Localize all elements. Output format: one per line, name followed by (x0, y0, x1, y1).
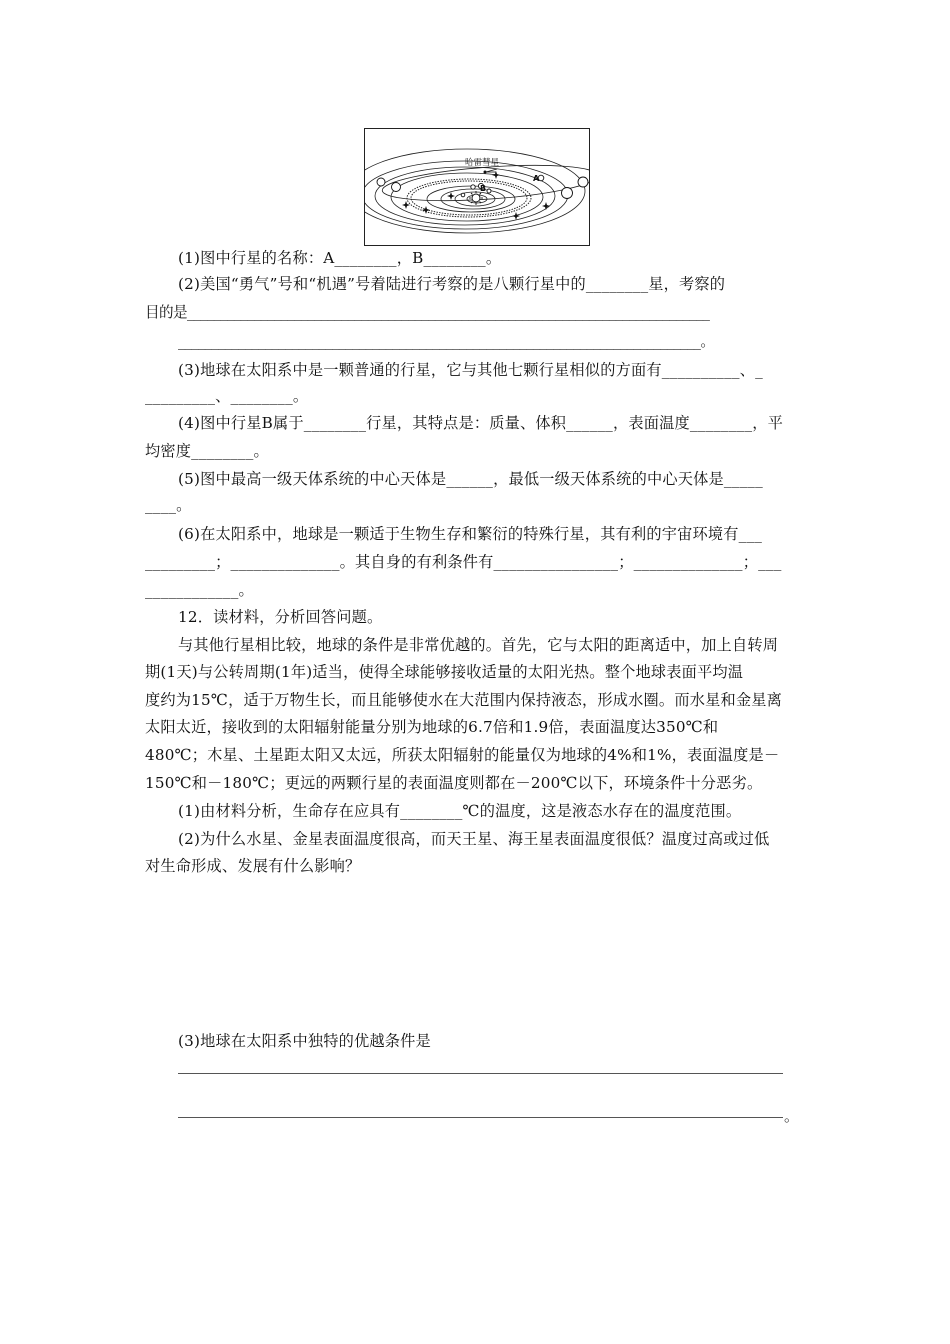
solar-system-figure (364, 128, 590, 246)
planet-a-label: A (533, 174, 540, 183)
q11-part6-line3: ____________。 (145, 581, 254, 599)
answer-line-2[interactable] (178, 1117, 783, 1118)
solar-system-diagram (365, 129, 589, 245)
q11-part2-line2: 目的是______________________________________________________________________________ (145, 304, 710, 321)
q12-para-line4: 太阳太近，接收到的太阳辐射能量分别为地球的6.7倍和1.9倍，表面温度达350℃和 (145, 718, 719, 736)
comet-label: 哈雷彗星 (465, 158, 500, 168)
q12-para-line3: 度约为15℃，适于万物生长，而且能够使水在大范围内保持液态，形成水圈。而水星和金星离 (145, 691, 783, 709)
planet-b-label: B (480, 184, 487, 193)
answer-line-1[interactable] (178, 1073, 783, 1074)
q12-sub2-line1: (2)为什么水星、金星表面温度很高，而天王星、海王星表面温度很低？温度过高或过低 (178, 830, 770, 848)
q11-part2-line3: ______________________________________________________________________________。 (178, 333, 715, 350)
q12-sub3: (3)地球在太阳系中独特的优越条件是 (178, 1032, 431, 1050)
q11-part3-line1: (3)地球在太阳系中是一颗普通的行星，它与其他七颗行星相似的方面有__________、_ (178, 361, 763, 379)
q11-part2-line1: (2)美国“勇气”号和“机遇”号着陆进行考察的是八颗行星中的________星，考察的 (178, 275, 726, 293)
q11-part6-line1: (6)在太阳系中，地球是一颗适于生物生存和繁衍的特殊行星，其有利的宇宙环境有___ (178, 525, 763, 543)
answer-end-mark: 。 (784, 1107, 800, 1125)
q11-part3-line2: _________、________。 (145, 387, 309, 405)
q11-part5-line1: (5)图中最高一级天体系统的中心天体是______，最低一级天体系统的中心天体是_____ (178, 470, 763, 488)
q12-para-line1: 与其他行星相比较，地球的条件是非常优越的。首先，它与太阳的距离适中，加上自转周 (178, 636, 779, 654)
q12-sub1: (1)由材料分析，生命存在应具有________℃的温度，这是液态水存在的温度范围。 (178, 802, 742, 820)
q12-para-line6: 150℃和－180℃；更远的两颗行星的表面温度则都在－200℃以下，环境条件十分恶劣。 (145, 774, 763, 792)
q11-part6-line2: _________；______________。其自身的有利条件有________________；______________；___ (145, 553, 782, 571)
q11-part4-line2: 均密度________。 (145, 442, 269, 460)
q12-title: 12．读材料，分析回答问题。 (178, 608, 383, 626)
q12-para-line2: 期(1天)与公转周期(1年)适当，使得全球能够接收适量的太阳光热。整个地球表面平均温 (145, 663, 744, 681)
q11-part1: (1)图中行星的名称：A________，B________。 (178, 249, 502, 267)
q11-part5-line2: ____。 (145, 496, 192, 514)
q12-sub2-line2: 对生命形成、发展有什么影响？ (145, 857, 361, 875)
comet-icon (484, 169, 498, 174)
q11-part4-line1: (4)图中行星B属于________行星，其特点是：质量、体积______，表面温度________，平 (178, 414, 784, 432)
q12-para-line5: 480℃；木星、土星距太阳又太远，所获太阳辐射的能量仅为地球的4%和1%，表面温度是－ (145, 746, 780, 764)
